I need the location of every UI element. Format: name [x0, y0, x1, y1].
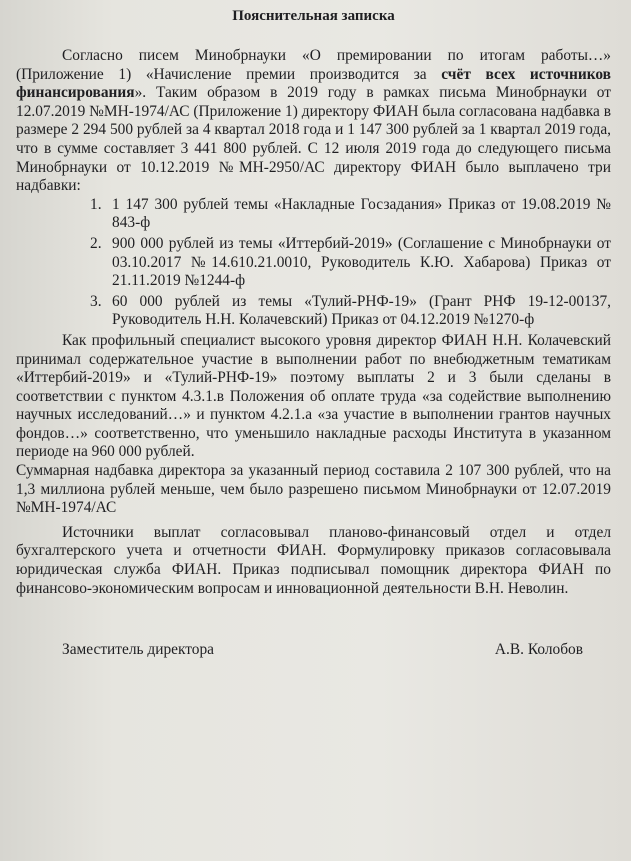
document-title: Пояснительная записка: [232, 8, 395, 24]
list-item-text: 60 000 рублей из темы «Тулий-РНФ-19» (Грант РНФ 19-12-00137, Руководитель Н.Н. Колачевский) Приказ от 04.12.2019 №1270-ф: [112, 292, 611, 329]
signature-block: [16, 640, 611, 660]
paragraph-intro-bold: счёт всех источников финансирования: [16, 65, 611, 102]
paragraph-director-participation: Как профильный специалист высокого уровня директор ФИАН Н.Н. Колачевский принимал содержательное участие в выполнении работ по внебюджетным тематикам «Иттербий-2019» и «Тулий-РНФ-19» поэтому выплаты 2 и 3 были сделаны в соответствии с пунктом 4.3.1.в Положения об оплате труда «за содействие выполнению научных исследований…» и пунктом 4.2.1.а «за участие в выполнении грантов научных фондов…» соответственно, что уменьшило накладные расходы Института в указанном периоде на 960 000 рублей.: [16, 331, 611, 461]
spacer: [16, 598, 611, 640]
paragraph-intro-part2: ». Таким образом в 2019 году в рамках письма Минобрнауки от 12.07.2019 №МН-1974/АС (Приложение 1) директору ФИАН была согласована надбавка в размере 2 294 500 рублей за 4 квартал 2018 года и 1 147 300 рублей за 1 квартал 2019 года, что в сумме составляет 3 441 800 рублей. С 12 июля 2019 года до следующего письма Минобрнауки от 10.12.2019 №МН-2950/АС директору ФИАН было выплачено три надбавки:: [16, 84, 611, 195]
paragraph-intro: [16, 47, 611, 196]
list-item-number: 3.: [90, 292, 102, 310]
list-item: [90, 293, 611, 330]
signature-position: Заместитель директора: [62, 641, 215, 659]
list-item-number: 2.: [90, 234, 102, 252]
list-item-number: 1.: [90, 195, 102, 213]
paragraph-approvals: Источники выплат согласовывал планово-финансовый отдел и отдел бухгалтерского учета и отчетности ФИАН. Формулировку приказов согласовывала юридическая служба ФИАН. Приказ подписывал помощник директора ФИАН по финансово-экономическим вопросам и инновационной деятельности В.Н. Неволин.: [16, 523, 611, 597]
signature-name: А.В. Колобов: [494, 641, 583, 659]
list-item-text: 900 000 рублей из темы «Иттербий-2019» (Соглашение с Минобрнауки от 03.10.2017 №14.610.21.0010, Руководитель К.Ю. Хабарова) Приказ от 21.11.2019 №1244-ф: [112, 234, 611, 290]
list-item-text: 1 147 300 рублей темы «Накладные Госзадания» Приказ от 19.08.2019 № 843-ф: [112, 195, 611, 232]
payments-list: [16, 196, 611, 330]
paragraph-intro-part1: Согласно писем Минобрнауки «О премировании по итогам работы…» (Приложение 1) «Начисление премии производится за: [16, 47, 611, 83]
paragraph-total-bonus: Суммарная надбавка директора за указанный период составила 2 107 300 рублей, что на 1,3 миллиона рублей меньше, чем было разрешено письмом Минобрнауки от 12.07.2019 №МН-1974/АС: [16, 462, 611, 517]
list-item: [90, 235, 611, 291]
list-item: [90, 196, 611, 233]
